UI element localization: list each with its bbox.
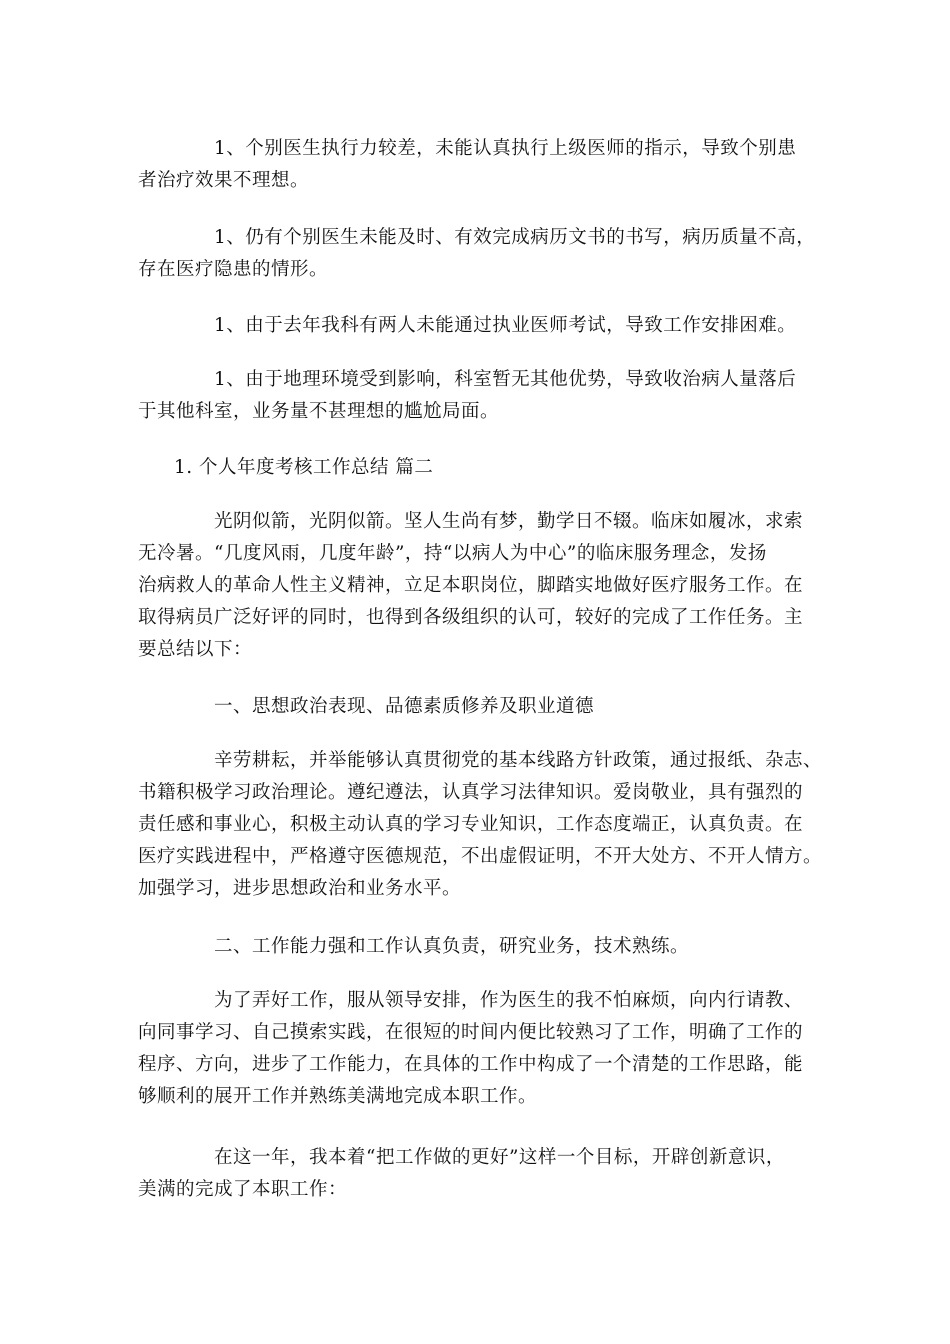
- paragraph-4: [138, 364, 828, 428]
- section-heading-text: 1. 个人年度考核工作总结 篇二: [174, 457, 434, 478]
- text-line: 1、个别医生执行力较差，未能认真执行上级医师的指示，导致个别患: [214, 138, 797, 159]
- text-line: 程序、方向，进步了工作能力，在具体的工作中构成了一个清楚的工作思路，能: [138, 1054, 804, 1075]
- paragraph-1: [138, 133, 828, 197]
- section-heading: [174, 452, 864, 484]
- paragraph-8: [138, 745, 828, 905]
- paragraph-6: [138, 506, 828, 666]
- paragraph-2: [138, 222, 828, 286]
- text-line: 够顺利的展开工作并熟练美满地完成本职工作。: [138, 1086, 538, 1107]
- paragraph-10: [138, 985, 828, 1113]
- text-line: 加强学习，进步思想政治和业务水平。: [138, 878, 462, 899]
- text-line: 美满的完成了本职工作：: [138, 1179, 348, 1200]
- paragraph-7: [138, 691, 828, 723]
- text-line: 在这一年，我本着“把工作做的更好”这样一个目标，开辟创新意识，: [214, 1147, 785, 1168]
- text-line: 向同事学习、自己摸索实践，在很短的时间内便比较熟习了工作，明确了工作的: [138, 1022, 804, 1043]
- text-line: 一、思想政治表现、品德素质修养及职业道德: [214, 696, 595, 717]
- text-line: 1、由于地理环境受到影响，科室暂无其他优势，导致收治病人量落后: [214, 369, 797, 390]
- paragraph-9: [138, 931, 828, 963]
- text-line: 书籍积极学习政治理论。遵纪遵法，认真学习法律知识。爱岗敬业，具有强烈的: [138, 782, 804, 803]
- paragraph-3: [138, 310, 828, 342]
- text-line: 治病救人的革命人性主义精神，立足本职岗位，脚踏实地做好医疗服务工作。在: [138, 575, 804, 596]
- text-line: 辛劳耕耘，并举能够认真贯彻党的基本线路方针政策，通过报纸、杂志、: [214, 750, 823, 771]
- text-line: 于其他科室，业务量不甚理想的尴尬局面。: [138, 401, 500, 422]
- text-line: 二、工作能力强和工作认真负责，研究业务，技术熟练。: [214, 936, 690, 957]
- text-line: 要总结以下：: [138, 639, 253, 660]
- text-line: 1、仍有个别医生未能及时、有效完成病历文书的书写，病历质量不高，: [214, 227, 816, 248]
- text-line: 为了弄好工作，服从领导安排，作为医生的我不怕麻烦，向内行请教、: [214, 990, 804, 1011]
- text-line: 者治疗效果不理想。: [138, 170, 310, 191]
- text-line: 无冷暑。“几度风雨，几度年龄”，持“以病人为中心”的临床服务理念，发扬: [138, 543, 767, 564]
- text-line: 1、由于去年我科有两人未能通过执业医师考试，导致工作安排困难。: [214, 315, 797, 336]
- paragraph-11: [138, 1142, 828, 1206]
- text-line: 光阴似箭，光阴似箭。坚人生尚有梦，勤学日不辍。临床如履冰，求索: [214, 511, 804, 532]
- text-line: 医疗实践进程中，严格遵守医德规范，不出虚假证明，不开大处方、不开人情方。: [138, 846, 823, 867]
- text-line: 责任感和事业心，积极主动认真的学习专业知识，工作态度端正，认真负责。在: [138, 814, 804, 835]
- text-line: 取得病员广泛好评的同时，也得到各级组织的认可，较好的完成了工作任务。主: [138, 607, 804, 628]
- text-line: 存在医疗隐患的情形。: [138, 259, 329, 280]
